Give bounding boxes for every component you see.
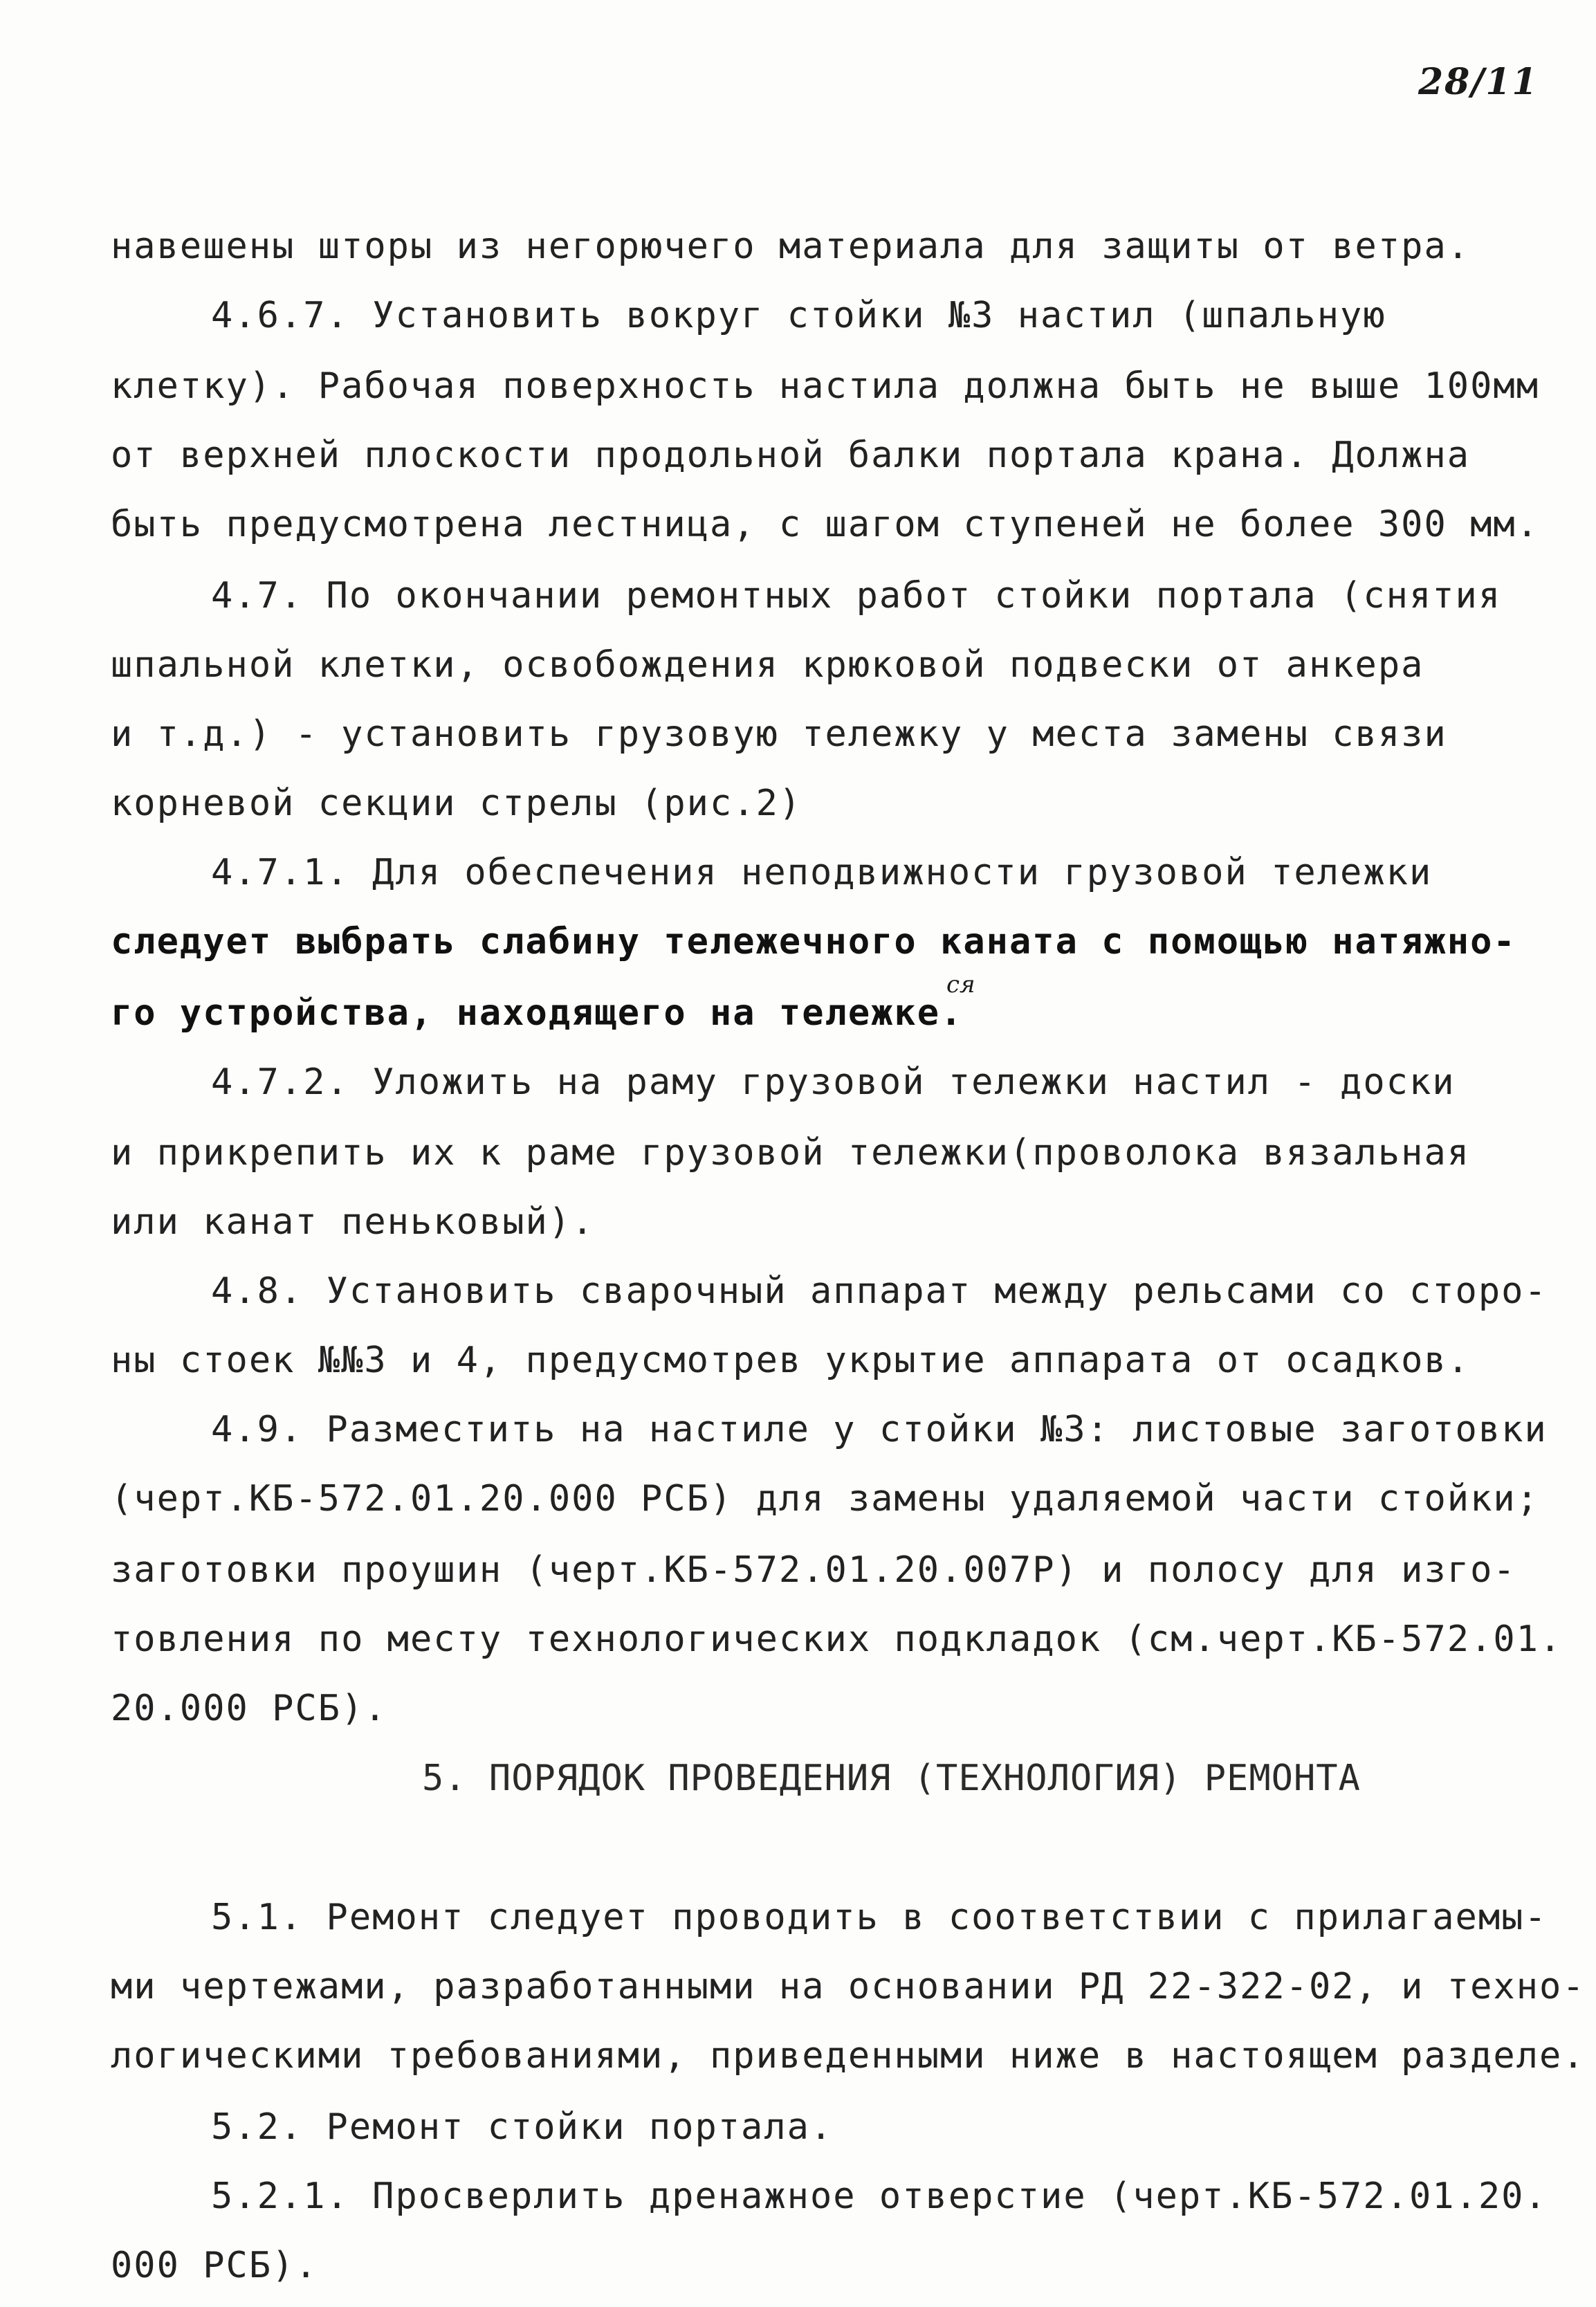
text-line: 5.2.1. Просверлить дренажное отверстие (черт.КБ-572.01.20.: [211, 2176, 1548, 2217]
text-line: ны стоек №№3 и 4, предусмотрев укрытие аппарата от осадков.: [111, 1340, 1471, 1381]
section-heading: 5. ПОРЯДОК ПРОВЕДЕНИЯ (ТЕХНОЛОГИЯ) РЕМОНТА: [422, 1758, 1361, 1799]
text-line: заготовки проушин (черт.КБ-572.01.20.007Р) и полосу для изго-: [111, 1549, 1516, 1591]
text-line: корневой секции стрелы (рис.2): [111, 783, 802, 824]
text-line: 5.2. Ремонт стойки портала.: [211, 2106, 834, 2148]
handwritten-insert: ся: [946, 971, 975, 999]
text-line: 4.8. Установить сварочный аппарат между рельсами со сторо-: [211, 1270, 1548, 1312]
text-line: 4.7. По окончании ремонтных работ стойки портала (снятия: [211, 575, 1502, 617]
text-line: или канат пеньковый).: [111, 1201, 595, 1243]
text-line: 4.7.2. Уложить на раму грузовой тележки настил - доски: [211, 1061, 1456, 1103]
text-line: 4.7.1. Для обеспечения неподвижности грузовой тележки: [211, 852, 1433, 893]
text-line: товления по месту технологических подкладок (см.черт.КБ-572.01.: [111, 1618, 1563, 1660]
text-line: (черт.КБ-572.01.20.000 РСБ) для замены удаляемой части стойки;: [111, 1478, 1540, 1520]
text-line: и прикрепить их к раме грузовой тележки(проволока вязальная: [111, 1132, 1471, 1174]
text-line: клетку). Рабочая поверхность настила должна быть не выше 100мм: [111, 365, 1540, 407]
text-line: и т.д.) - установить грузовую тележку у места замены связи: [111, 713, 1447, 755]
text-line: 5.1. Ремонт следует проводить в соответствии с прилагаемы-: [211, 1897, 1548, 1938]
text-line: ми чертежами, разработанными на основании РД 22-322-02, и техно-: [111, 1966, 1586, 2007]
text-line: быть предусмотрена лестница, с шагом ступеней не более 300 мм.: [111, 504, 1540, 545]
text-line: от верхней плоскости продольной балки портала крана. Должна: [111, 435, 1471, 476]
text-line: шпальной клетки, освобождения крюковой подвески от анкера: [111, 644, 1424, 686]
text-line: 4.6.7. Установить вокруг стойки №3 настил (шпальную: [211, 295, 1386, 336]
text-line: го устройства, находящего на тележке.: [111, 992, 964, 1034]
text-line: 4.9. Разместить на настиле у стойки №3: листовые заготовки: [211, 1409, 1548, 1450]
text-line: следует выбрать слабину тележечного каната с помощью натяжно-: [111, 921, 1516, 963]
text-line: логическими требованиями, приведенными ниже в настоящем разделе.: [111, 2035, 1586, 2077]
text-line: 20.000 РСБ).: [111, 1688, 387, 1729]
text-line: навешены шторы из негорючего материала для защиты от ветра.: [111, 226, 1471, 267]
text-line: 000 РСБ).: [111, 2245, 318, 2286]
page-number: 28/11: [1418, 61, 1539, 103]
